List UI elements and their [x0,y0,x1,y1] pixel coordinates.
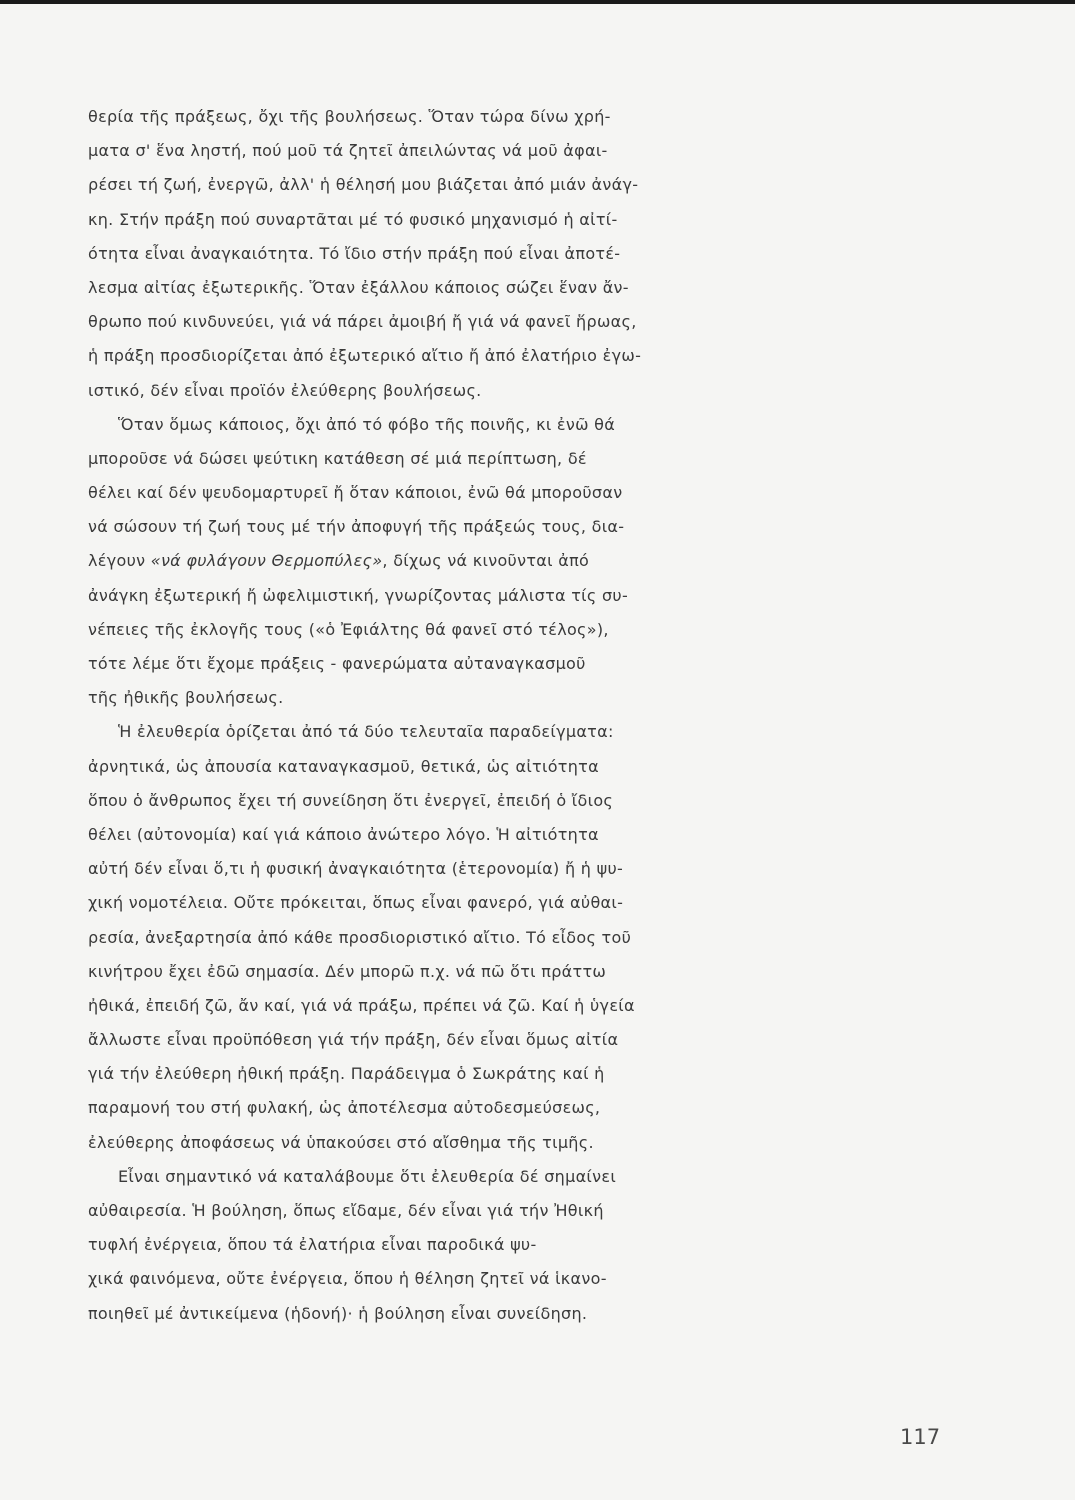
text-line: ἄλλωστε εἶναι προϋπόθεση γιά τήν πράξη, δέν εἶναι ὅμως αἰτία [88,1030,619,1050]
text-line: θέλει (αὐτονομία) καί γιά κάποιο ἀνώτερο λόγο. Ἡ αἰτιότητα [88,824,599,844]
text-line: θερία τῆς πράξεως, ὄχι τῆς βουλήσεως. Ὅταν τώρα δίνω χρή- [88,107,611,126]
text-line-with-quote [88,544,948,578]
text-line: ἐλεύθερης ἀποφάσεως νά ὑπακούσει στό αἴσθημα τῆς τιμῆς. [88,1132,594,1152]
text-line: λεσμα αἰτίας ἐξωτερικῆς. Ὅταν ἐξάλλου κάποιος σώζει ἕναν ἄν- [88,277,629,297]
paragraph-start-line: Ὅταν ὅμως κάποιος, ὄχι ἀπό τό φόβο τῆς ποινῆς, κι ἐνῶ θά [118,414,616,434]
text-line: ματα σ' ἕνα ληστή, πού μοῦ τά ζητεῖ ἀπειλώντας νά μοῦ ἀφαι- [88,141,608,161]
text-line: τότε λέμε ὅτι ἔχομε πράξεις - φανερώματα αὐταναγκασμοῦ [88,654,586,673]
text-line: θέλει καί δέν ψευδομαρτυρεῖ ἤ ὅταν κάποιοι, ἐνῶ θά μποροῦσαν [88,483,623,503]
text-line: ποιηθεῖ μέ ἀντικείμενα (ἡδονή)· ἡ βούληση εἶναι συνείδηση. [88,1303,588,1323]
quote-trail-text: , δίχως νά κινοῦνται ἀπό [382,551,590,571]
text-line: ἠθικά, ἐπειδή ζῶ, ἄν καί, γιά νά πράξω, πρέπει νά ζῶ. Καί ἡ ὑγεία [88,995,635,1015]
text-line: ρέσει τή ζωή, ἐνεργῶ, ἀλλ' ἡ θέλησή μου βιάζεται ἀπό μιάν ἀνάγ- [88,175,639,195]
text-line: γιά τήν ἐλεύθερη ἠθική πράξη. Παράδειγμα ὁ Σωκράτης καί ἡ [88,1064,605,1084]
text-line: τυφλή ἐνέργεια, ὅπου τά ἐλατήρια εἶναι παροδικά ψυ- [88,1235,537,1255]
text-line: τῆς ἠθικῆς βουλήσεως. [88,688,284,708]
text-line: ἀρνητικά, ὡς ἀπουσία καταναγκασμοῦ, θετικά, ὡς αἰτιότητα [88,756,599,776]
text-line: ρεσία, ἀνεξαρτησία ἀπό κάθε προσδιοριστικό αἴτιο. Τό εἶδος τοῦ [88,927,632,947]
text-line: ἡ πράξη προσδιορίζεται ἀπό ἐξωτερικό αἴτιο ἤ ἀπό ἐλατήριο ἐγω- [88,346,642,366]
text-line: αὐτή δέν εἶναι ὅ,τι ἡ φυσική ἀναγκαιότητα (ἑτερονομία) ἤ ἡ ψυ- [88,859,624,879]
text-line: κη. Στήν πράξη πού συναρτᾶται μέ τό φυσικό μηχανισμό ἡ αἰτί- [88,209,618,229]
page-number: 117 [900,1425,941,1449]
text-line: παραμονή του στή φυλακή, ὡς ἀποτέλεσμα αὐτοδεσμεύσεως, [88,1098,601,1118]
text-line: ιστικό, δέν εἶναι προϊόν ἐλεύθερης βουλήσεως. [88,380,482,400]
text-line: νά σώσουν τή ζωή τους μέ τήν ἀποφυγή τῆς πράξεώς τους, δια- [88,517,625,537]
text-line: μποροῦσε νά δώσει ψεύτικη κατάθεση σέ μιά περίπτωση, δέ [88,448,587,468]
text-line: θρωπο πού κινδυνεύει, γιά νά πάρει ἀμοιβή ἤ γιά νά φανεῖ ἥρωας, [88,312,637,332]
paragraph-start-line: Εἶναι σημαντικό νά καταλάβουμε ὅτι ἐλευθερία δέ σημαίνει [118,1166,617,1186]
text-line: ότητα εἶναι ἀναγκαιότητα. Τό ἴδιο στήν πράξη πού εἶναι ἀποτέ- [88,243,621,263]
text-line: κινήτρου ἔχει ἐδῶ σημασία. Δέν μπορῶ π.χ. νά πῶ ὅτι πράττω [88,961,607,981]
text-line: νέπειες τῆς ἐκλογῆς τους («ὁ Ἐφιάλτης θά φανεῖ στό τέλος»), [88,619,609,639]
quote-lead-text: λέγουν [88,551,151,571]
text-line: χικά φαινόμενα, οὔτε ἐνέργεια, ὅπου ἡ θέληση ζητεῖ νά ἱκανο- [88,1269,607,1289]
page-body-text [88,100,948,1331]
text-line: χική νομοτέλεια. Οὔτε πρόκειται, ὅπως εἶναι φανερό, γιά αὐθαι- [88,893,624,913]
text-line: ἀνάγκη ἐξωτερική ἤ ὠφελιμιστική, γνωρίζοντας μάλιστα τίς συ- [88,585,629,605]
text-line: αὐθαιρεσία. Ἡ βούληση, ὅπως εἴδαμε, δέν εἶναι γιά τήν Ἠθική [88,1201,604,1220]
top-border-rule [0,0,1075,4]
text-line: ὅπου ὁ ἄνθρωπος ἔχει τή συνείδηση ὅτι ἐνεργεῖ, ἐπειδή ὁ ἴδιος [88,790,614,810]
italic-quote: «νά φυλάγουν Θερμοπύλες» [150,551,383,571]
paragraph-start-line: Ἡ ἐλευθερία ὁρίζεται ἀπό τά δύο τελευταῖα παραδείγματα: [118,722,614,742]
